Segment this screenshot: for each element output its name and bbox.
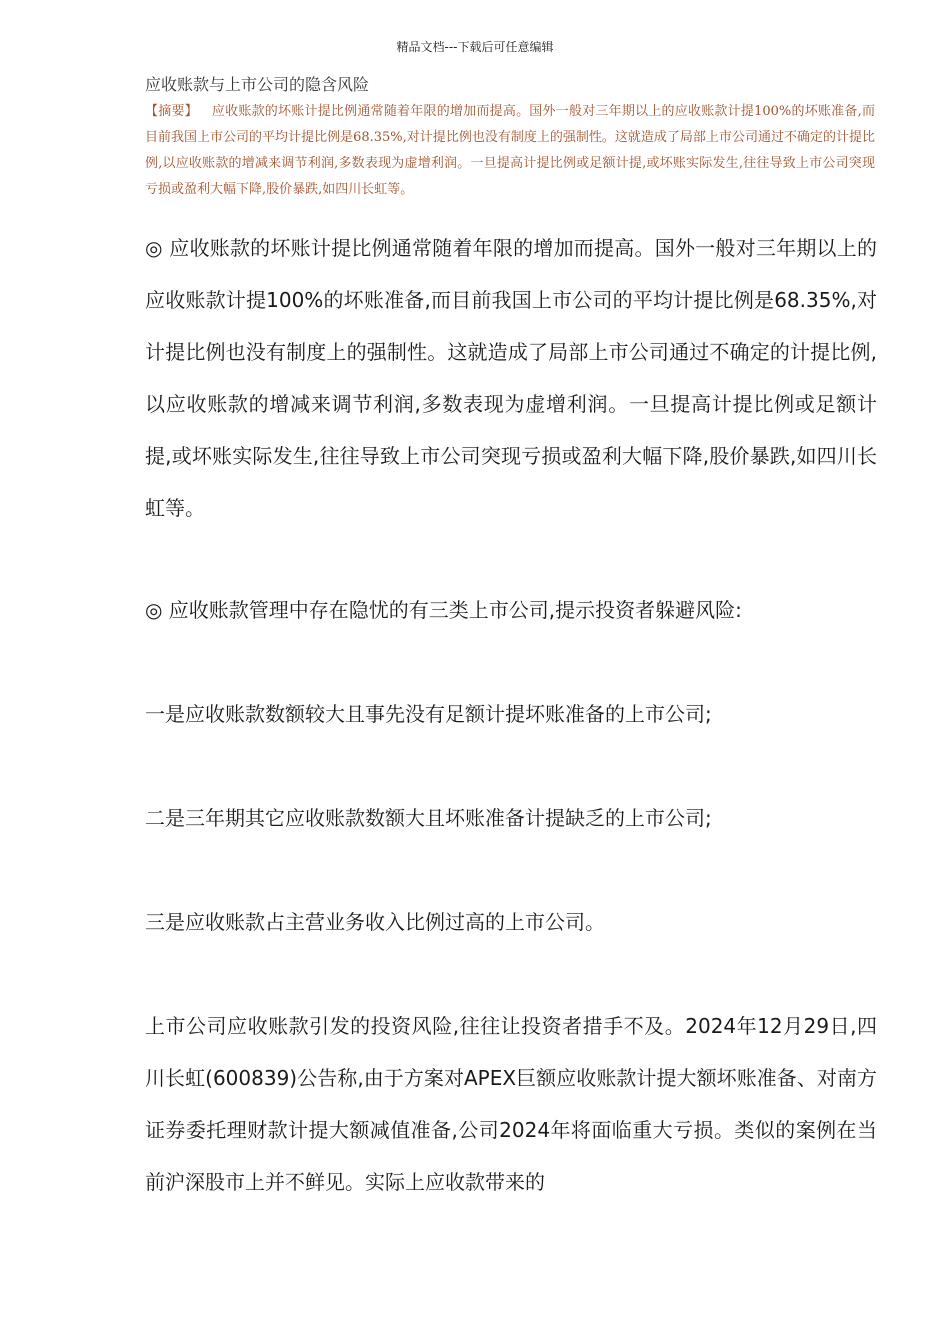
body-paragraph-type-two: 二是三年期其它应收账款数额大且坏账准备计提缺乏的上市公司; (145, 806, 712, 830)
body-paragraph-type-three: 三是应收账款占主营业务收入比例过高的上市公司。 (145, 910, 605, 934)
body-paragraph-bad-debt-ratio: ◎ 应收账款的坏账计提比例通常随着年限的增加而提高。国外一般对三年期以上的应收账款计提100%的坏账准备,而目前我国上市公司的平均计提比例是68.35%,对计提比例也没有制度上的强制性。这就造成了局部上市公司通过不确定的计提比例,以应收账款的增减来调节利润,多数表现为虚增利润。一旦提高计提比例或足额计提,或坏账实际发生,往往导致上市公司突现亏损或盈利大幅下降,股价暴跌,如四川长虹等。 (145, 236, 877, 520)
page-header-watermark: 精品文档---下载后可任意编辑 (396, 40, 554, 54)
document-title: 应收账款与上市公司的隐含风险 (145, 75, 370, 94)
body-paragraph-three-types: ◎ 应收账款管理中存在隐忧的有三类上市公司,提示投资者躲避风险: (145, 598, 742, 622)
abstract-block (145, 99, 875, 203)
abstract-tag: 【摘要】 (145, 104, 198, 119)
abstract-text: 应收账款的坏账计提比例通常随着年限的增加而提高。国外一般对三年期以上的应收账款计提100%的坏账准备,而目前我国上市公司的平均计提比例是68.35%,对计提比例也没有制度上的强制性。这就造成了局部上市公司通过不确定的计提比例,以应收账款的增减来调节利润,多数表现为虚增利润。一旦提高计提比例或足额计提,或坏账实际发生,往往导致上市公司突现亏损或盈利大幅下降,股价暴跌,如四川长虹等。 (145, 104, 875, 197)
body-paragraph-type-one: 一是应收账款数额较大且事先没有足额计提坏账准备的上市公司; (145, 702, 712, 726)
body-paragraph-changhong-case: 上市公司应收账款引发的投资风险,往往让投资者措手不及。2024年12月29日,四川长虹(600839)公告称,由于方案对APEX巨额应收账款计提大额坏账准备、对南方证券委托理财款计提大额减值准备,公司2024年将面临重大亏损。类似的案例在当前沪深股市上并不鲜见。实际上应收款带来的 (145, 1014, 877, 1194)
